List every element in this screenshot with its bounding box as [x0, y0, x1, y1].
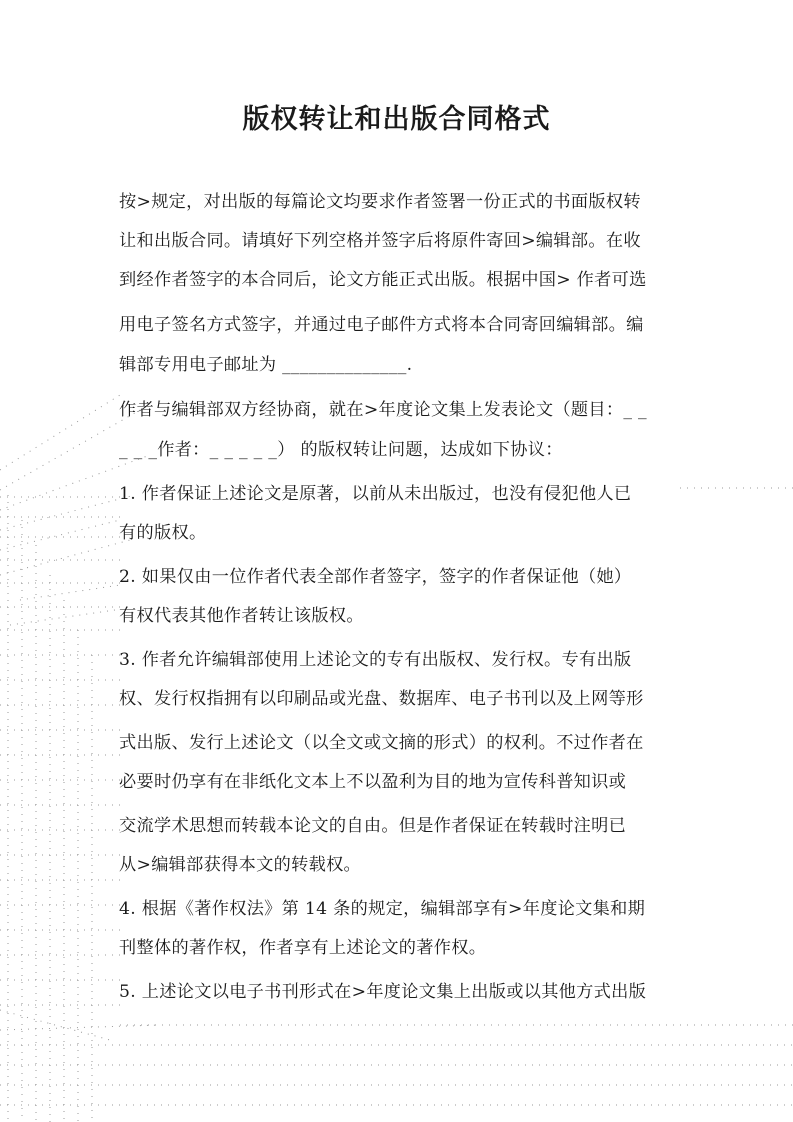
body-line: 让和出版合同。请填好下列空格并签字后将原件寄回>编辑部。在收 — [119, 231, 641, 251]
body-line: 4. 根据《著作权法》第 14 条的规定，编辑部享有>年度论文集和期 — [119, 899, 646, 919]
document-title: 版权转让和出版合同格式 — [242, 104, 551, 135]
body-line: 3. 作者允许编辑部使用上述论文的专有出版权、发行权。专有出版 — [119, 650, 632, 670]
body-line: 用电子签名方式签字，并通过电子邮件方式将本合同寄回编辑部。编 — [119, 315, 644, 335]
body-line: 从>编辑部获得本文的转载权。 — [119, 855, 362, 875]
body-line: 2. 如果仅由一位作者代表全部作者签字，签字的作者保证他（她） — [119, 567, 632, 587]
body-line: 5. 上述论文以电子书刊形式在>年度论文集上出版或以其他方式出版 — [119, 982, 647, 1002]
body-line: _ _ _作者：_ _ _ _ _） 的版权转让问题，达成如下协议： — [119, 440, 563, 460]
body-line: 有权代表其他作者转让该版权。 — [119, 606, 364, 626]
body-line: 交流学术思想而转载本论文的自由。但是作者保证在转载时注明已 — [119, 816, 627, 836]
body-line: 辑部专用电子邮址为 ______________. — [119, 355, 413, 375]
body-line: 必要时仍享有在非纸化文本上不以盈利为目的地为宣传科普知识或 — [119, 772, 627, 792]
body-line: 刊整体的著作权，作者享有上述论文的著作权。 — [119, 938, 487, 958]
body-line: 有的版权。 — [119, 523, 207, 543]
body-line: 作者与编辑部双方经协商，就在>年度论文集上发表论文（题目：_ _ — [119, 400, 647, 420]
body-line: 权、发行权指拥有以印刷品或光盘、数据库、电子书刊以及上网等形 — [119, 689, 644, 709]
body-line: 式出版、发行上述论文（以全文或文摘的形式）的权利。不过作者在 — [119, 733, 644, 753]
body-line: 1. 作者保证上述论文是原著，以前从未出版过，也没有侵犯他人已 — [119, 484, 632, 504]
body-line: 到经作者签字的本合同后，论文方能正式出版。根据中国> 作者可选 — [119, 270, 647, 290]
body-line: 按>规定，对出版的每篇论文均要求作者签署一份正式的书面版权转 — [119, 192, 641, 212]
